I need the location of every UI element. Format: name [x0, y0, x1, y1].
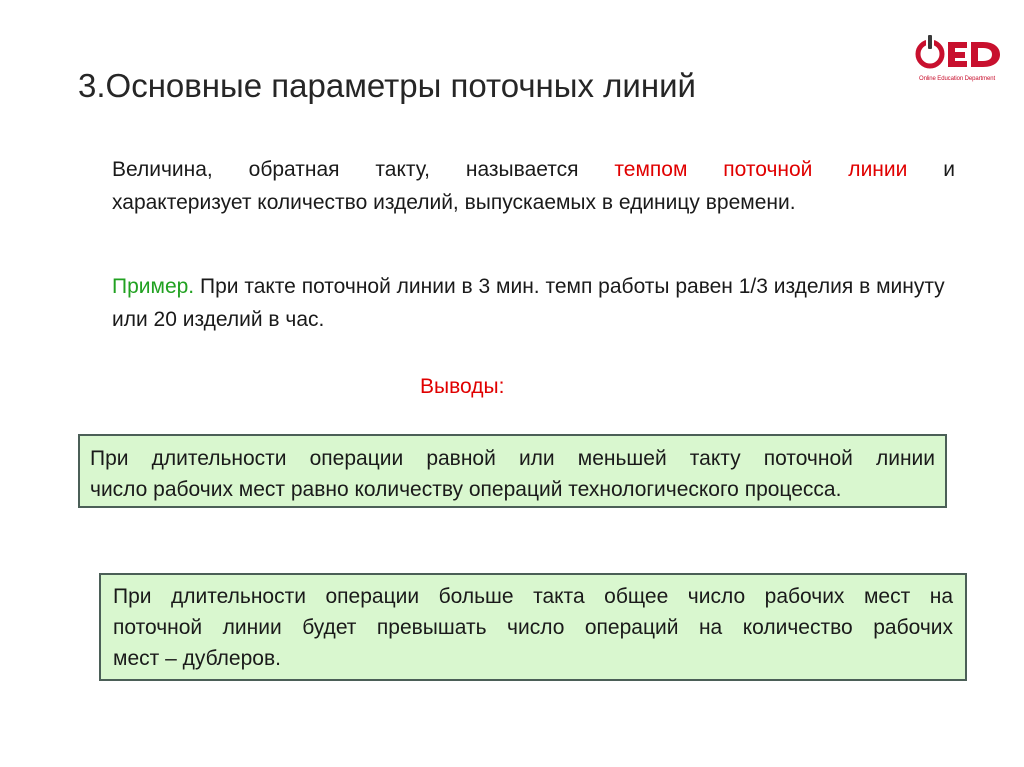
conclusion-box-1	[78, 434, 947, 508]
conclusions-heading: Выводы:	[420, 375, 505, 398]
oed-logo	[913, 30, 1013, 86]
definition-line-1	[112, 153, 955, 186]
slide-title: 3.Основные параметры поточных линий	[78, 67, 696, 104]
example-text: При такте поточной линии в 3 мин. темп работы равен 1/3 изделия в минуту или 20 изделий в час.	[112, 275, 945, 331]
conclusion-2-line-3: мест – дублеров.	[113, 647, 281, 670]
logo-subtitle: Online Education Department	[919, 76, 996, 82]
conclusion-2-line-1: При длительности операции больше такта общее число рабочих мест на	[113, 585, 953, 608]
example-paragraph	[112, 270, 955, 336]
conclusion-1-line-1: При длительности операции равной или меньшей такту поточной линии	[90, 447, 935, 470]
definition-term: темпом поточной линии	[614, 158, 908, 181]
conclusion-box-2	[99, 573, 967, 681]
example-label: Пример.	[112, 275, 195, 298]
conclusion-1-line-2: число рабочих мест равно количеству операций технологического процесса.	[90, 478, 842, 501]
definition-paragraph	[112, 153, 955, 219]
conclusion-2-line-2: поточной линии будет превышать число операций на количество рабочих	[113, 616, 953, 639]
definition-text-end: и	[907, 158, 955, 181]
definition-text-start: Величина, обратная такту, называется	[112, 158, 615, 181]
logo-mark	[913, 30, 1013, 74]
definition-line-2: характеризует количество изделий, выпускаемых в единицу времени.	[112, 191, 796, 214]
